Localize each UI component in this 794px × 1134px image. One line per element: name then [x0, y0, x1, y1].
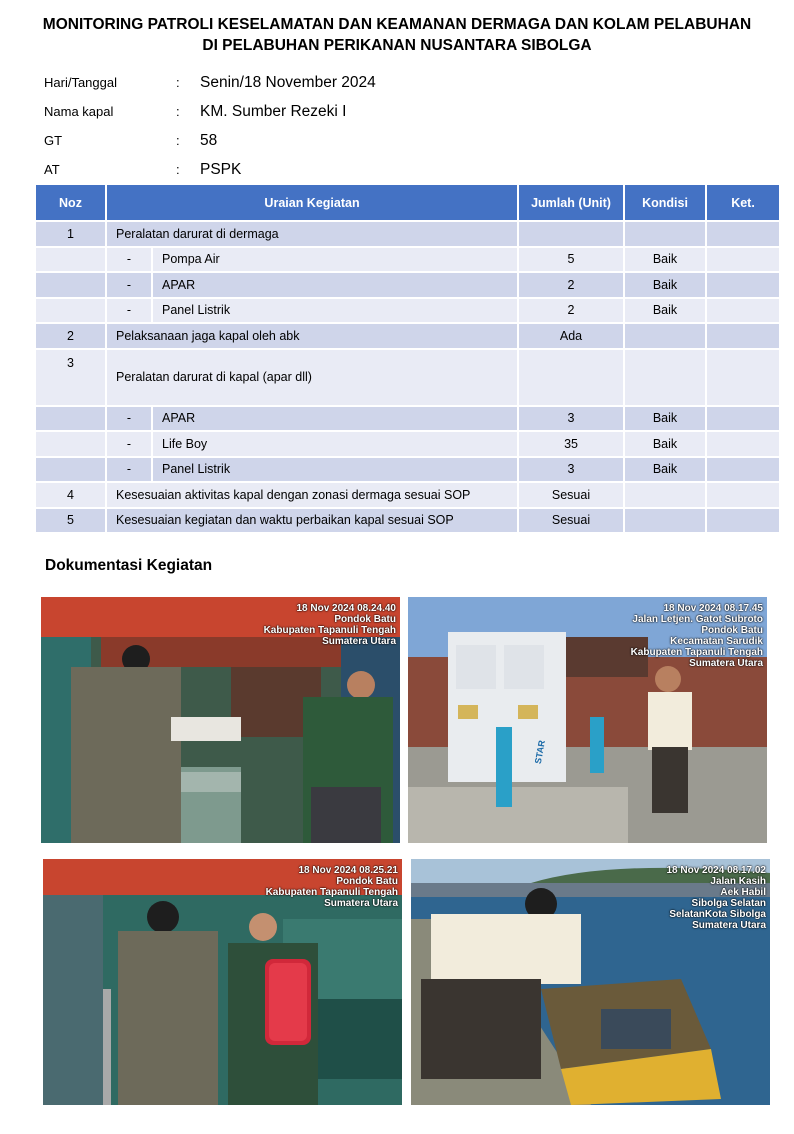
header-jumlah: Jumlah (Unit)	[518, 185, 624, 221]
table-row	[36, 298, 780, 324]
table-row	[36, 457, 780, 483]
stamp-line: Sumatera Utara	[322, 636, 396, 647]
cell-no: 4	[36, 482, 106, 508]
cell-jumlah	[518, 221, 624, 247]
table-row	[36, 272, 780, 298]
vessel-info	[44, 68, 444, 184]
cell-ket	[706, 508, 780, 534]
cell-item: APAR	[152, 272, 518, 298]
cell-ket	[706, 482, 780, 508]
cell-kondisi: Baik	[624, 457, 706, 483]
cell-jumlah: 2	[518, 298, 624, 324]
meta-label: Nama kapal	[44, 104, 114, 119]
title-line-2: DI PELABUHAN PERIKANAN NUSANTARA SIBOLGA	[202, 37, 592, 54]
meta-label: Hari/Tanggal	[44, 75, 117, 90]
cell-item: Panel Listrik	[152, 457, 518, 483]
cell-no: 5	[36, 508, 106, 534]
cell-no	[36, 457, 106, 483]
table-header-row	[36, 185, 780, 221]
cell-ket	[706, 406, 780, 432]
cell-kondisi	[624, 349, 706, 406]
header-no: Noz	[36, 185, 106, 221]
cell-item: Pompa Air	[152, 247, 518, 273]
stamp-line: Pondok Batu	[701, 625, 763, 636]
meta-row-at	[44, 155, 444, 184]
stamp-line: 18 Nov 2024 08.24.40	[296, 603, 396, 614]
cell-jumlah: 2	[518, 272, 624, 298]
activity-table	[36, 185, 781, 534]
meta-value: PSPK	[200, 160, 242, 178]
cell-ket	[706, 457, 780, 483]
cell-ket	[706, 349, 780, 406]
cell-ket	[706, 221, 780, 247]
cell-no	[36, 298, 106, 324]
stamp-line: Kabupaten Tapanuli Tengah	[263, 625, 396, 636]
cell-kondisi: Baik	[624, 406, 706, 432]
cell-no: 3	[36, 349, 106, 406]
cell-item: Life Boy	[152, 431, 518, 457]
table-row	[36, 508, 780, 534]
cell-item: Peralatan darurat di kapal (apar dll)	[106, 349, 518, 406]
table-row	[36, 482, 780, 508]
stamp-line: Kecamatan Sarudik	[670, 636, 763, 647]
table-row	[36, 406, 780, 432]
photo-dock-power-panel	[408, 597, 767, 843]
photo-1-stamp	[264, 603, 396, 647]
document-title	[20, 14, 774, 56]
cell-kondisi: Baik	[624, 431, 706, 457]
cell-no	[36, 406, 106, 432]
stamp-line: SelatanKota Sibolga	[669, 909, 766, 920]
stamp-line: 18 Nov 2024 08.25.21	[298, 865, 398, 876]
stamp-line: 18 Nov 2024 08.17.45	[663, 603, 763, 614]
title-line-1: MONITORING PATROLI KESELAMATAN DAN KEAMANAN DERMAGA DAN KOLAM PELABUHAN	[42, 16, 752, 33]
cell-no: 2	[36, 323, 106, 349]
photo-3-stamp	[266, 865, 398, 909]
stamp-line: Kabupaten Tapanuli Tengah	[630, 647, 763, 658]
cell-ket	[706, 247, 780, 273]
cell-item: Pelaksanaan jaga kapal oleh abk	[106, 323, 518, 349]
meta-value: Senin/18 November 2024	[200, 73, 376, 91]
cell-ket	[706, 298, 780, 324]
photo-dock-box-inspection	[411, 859, 770, 1105]
cell-kondisi: Baik	[624, 298, 706, 324]
table-row	[36, 247, 780, 273]
meta-colon: :	[176, 75, 180, 90]
stamp-line: Sibolga Selatan	[691, 898, 766, 909]
cell-dash: -	[106, 298, 152, 324]
meta-colon: :	[176, 104, 180, 119]
cell-kondisi: Baik	[624, 247, 706, 273]
cell-dash: -	[106, 406, 152, 432]
cell-jumlah: 3	[518, 457, 624, 483]
cell-jumlah: 5	[518, 247, 624, 273]
cell-kondisi	[624, 323, 706, 349]
table-row	[36, 349, 780, 406]
stamp-line: Jalan Kasih	[710, 876, 766, 887]
stamp-line: Jalan Letjen. Gatot Subroto	[632, 614, 763, 625]
header-ket: Ket.	[706, 185, 780, 221]
meta-colon: :	[176, 162, 180, 177]
header-kondisi: Kondisi	[624, 185, 706, 221]
cell-item: APAR	[152, 406, 518, 432]
cell-ket	[706, 431, 780, 457]
table-row	[36, 323, 780, 349]
meta-label: GT	[44, 133, 63, 148]
meta-value: 58	[200, 131, 218, 149]
cell-jumlah: Sesuai	[518, 508, 624, 534]
meta-value: KM. Sumber Rezeki I	[200, 102, 347, 120]
cell-dash: -	[106, 272, 152, 298]
meta-colon: :	[176, 133, 180, 148]
stamp-line: 18 Nov 2024 08.17.02	[666, 865, 766, 876]
stamp-line: Sumatera Utara	[324, 898, 398, 909]
meta-row-date	[44, 68, 444, 97]
cell-item: Kesesuaian aktivitas kapal dengan zonasi dermaga sesuai SOP	[106, 482, 518, 508]
cell-jumlah: Ada	[518, 323, 624, 349]
cell-item: Peralatan darurat di dermaga	[106, 221, 518, 247]
photo-4-stamp	[666, 865, 766, 931]
cell-no: 1	[36, 221, 106, 247]
photo-fire-extinguisher-check	[43, 859, 402, 1105]
photo-2-stamp	[631, 603, 763, 669]
cell-no	[36, 272, 106, 298]
table-row	[36, 431, 780, 457]
cell-no	[36, 431, 106, 457]
cell-jumlah	[518, 349, 624, 406]
stamp-line: Pondok Batu	[334, 614, 396, 625]
cell-jumlah: 35	[518, 431, 624, 457]
cell-item: Panel Listrik	[152, 298, 518, 324]
cell-dash: -	[106, 431, 152, 457]
table-row	[36, 221, 780, 247]
meta-row-gt	[44, 126, 444, 155]
cell-kondisi	[624, 508, 706, 534]
stamp-line: Sumatera Utara	[689, 658, 763, 669]
stamp-line: Sumatera Utara	[692, 920, 766, 931]
stamp-line: Pondok Batu	[336, 876, 398, 887]
photo-engine-room-inspection	[41, 597, 400, 843]
documentation-title: Dokumentasi Kegiatan	[45, 557, 213, 574]
cell-dash: -	[106, 457, 152, 483]
cell-item: Kesesuaian kegiatan dan waktu perbaikan kapal sesuai SOP	[106, 508, 518, 534]
cell-jumlah: Sesuai	[518, 482, 624, 508]
meta-row-vessel	[44, 97, 444, 126]
machine-label: STAR	[532, 739, 547, 765]
cell-no	[36, 247, 106, 273]
header-uraian: Uraian Kegiatan	[106, 185, 518, 221]
meta-label: AT	[44, 162, 60, 177]
cell-kondisi	[624, 482, 706, 508]
cell-kondisi	[624, 221, 706, 247]
cell-jumlah: 3	[518, 406, 624, 432]
stamp-line: Kabupaten Tapanuli Tengah	[265, 887, 398, 898]
cell-ket	[706, 323, 780, 349]
stamp-line: Aek Habil	[720, 887, 766, 898]
cell-kondisi: Baik	[624, 272, 706, 298]
cell-ket	[706, 272, 780, 298]
cell-dash: -	[106, 247, 152, 273]
